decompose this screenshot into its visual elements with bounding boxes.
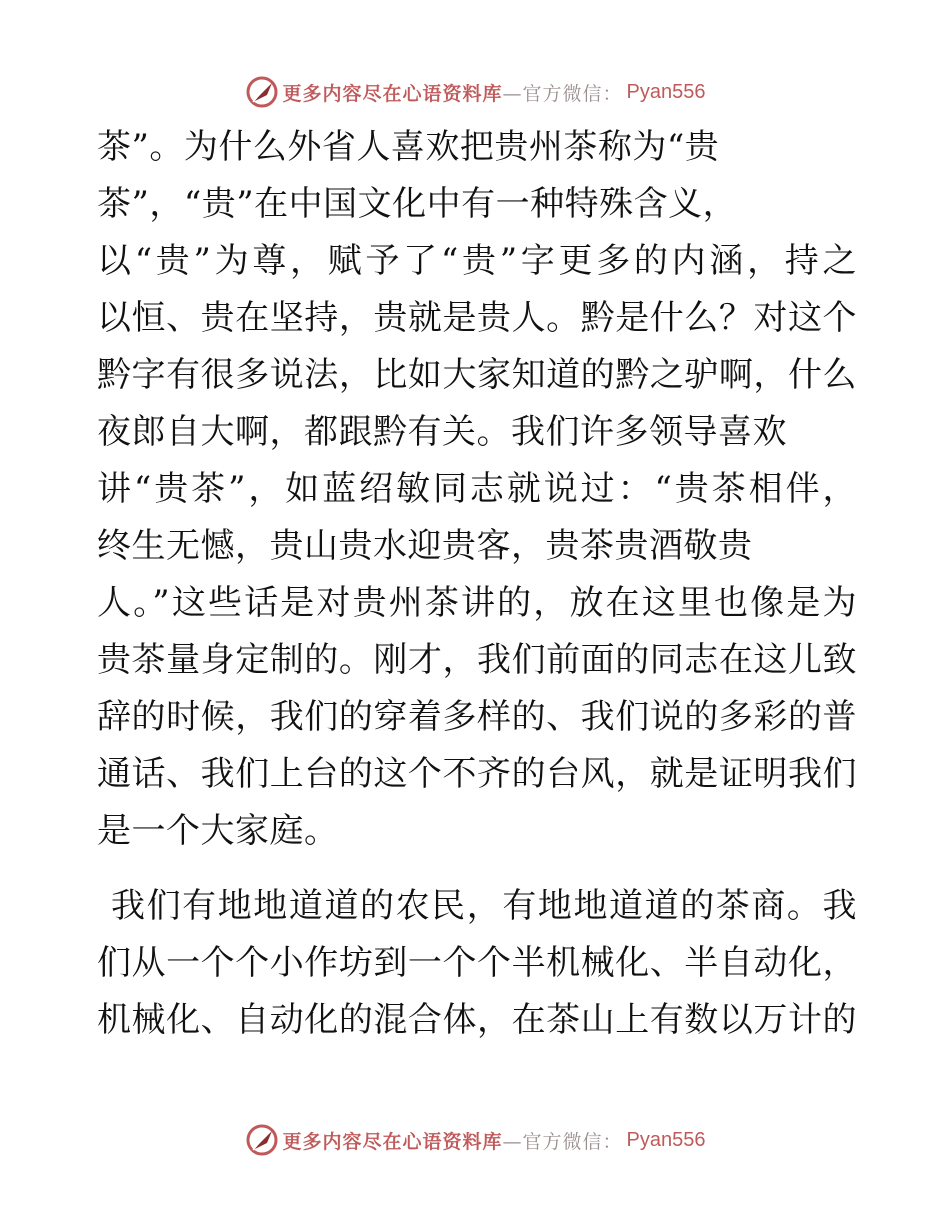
text-line: 辞的时候，我们的穿着多样的、我们说的多彩的普 [97, 697, 857, 737]
text-line: 以“贵”为尊，赋予了“贵”字更多的内涵，持之 [97, 241, 857, 281]
footer-brand: 更多内容尽在心语资料库 [282, 1130, 503, 1153]
text-line: 终生无憾，贵山贵水迎贵客，贵茶贵酒敬贵 [97, 526, 753, 566]
paragraph-2 [97, 878, 857, 1049]
footer-official: —官方微信： [502, 1130, 623, 1153]
header-banner [0, 72, 950, 112]
text-line: 茶”。为什么外省人喜欢把贵州茶称为“贵 [97, 127, 720, 167]
text-line: 机械化、自动化的混合体，在茶山上有数以万计的 [97, 1000, 857, 1040]
text-line: 以恒、贵在坚持，贵就是贵人。黔是什么？对这个 [97, 298, 857, 338]
text-line: 通话、我们上台的这个不齐的台风，就是证明我们 [97, 754, 857, 794]
header-wechat-id: Pyan556 [626, 80, 706, 103]
text-line: 夜郎自大啊，都跟黔有关。我们许多领导喜欢 [97, 412, 787, 452]
paragraph-1 [97, 119, 857, 860]
paragraph-gap [97, 860, 857, 878]
text-line: 黔字有很多说法，比如大家知道的黔之驴啊，什么 [97, 355, 857, 395]
text-line: 贵茶量身定制的。刚才，我们前面的同志在这儿致 [97, 640, 857, 680]
document-body [97, 119, 857, 1049]
text-line: 人。”这些话是对贵州茶讲的，放在这里也像是为 [97, 583, 857, 623]
footer-wechat-id: Pyan556 [626, 1128, 706, 1151]
text-line: 是一个大家庭。 [97, 811, 339, 851]
feather-pen-circle-icon [245, 75, 279, 109]
header-brand: 更多内容尽在心语资料库 [282, 82, 503, 105]
text-line: 们从一个个小作坊到一个个半机械化、半自动化， [97, 943, 857, 983]
header-official: —官方微信： [502, 82, 623, 105]
text-line: 讲“贵茶”，如蓝绍敏同志就说过：“贵茶相伴， [97, 469, 857, 509]
feather-pen-circle-icon [245, 1123, 279, 1157]
footer-banner [0, 1120, 950, 1160]
text-line: 我们有地地道道的农民，有地地道道的茶商。我 [111, 886, 857, 926]
text-line: 茶”，“贵”在中国文化中有一种特殊含义， [97, 184, 738, 224]
